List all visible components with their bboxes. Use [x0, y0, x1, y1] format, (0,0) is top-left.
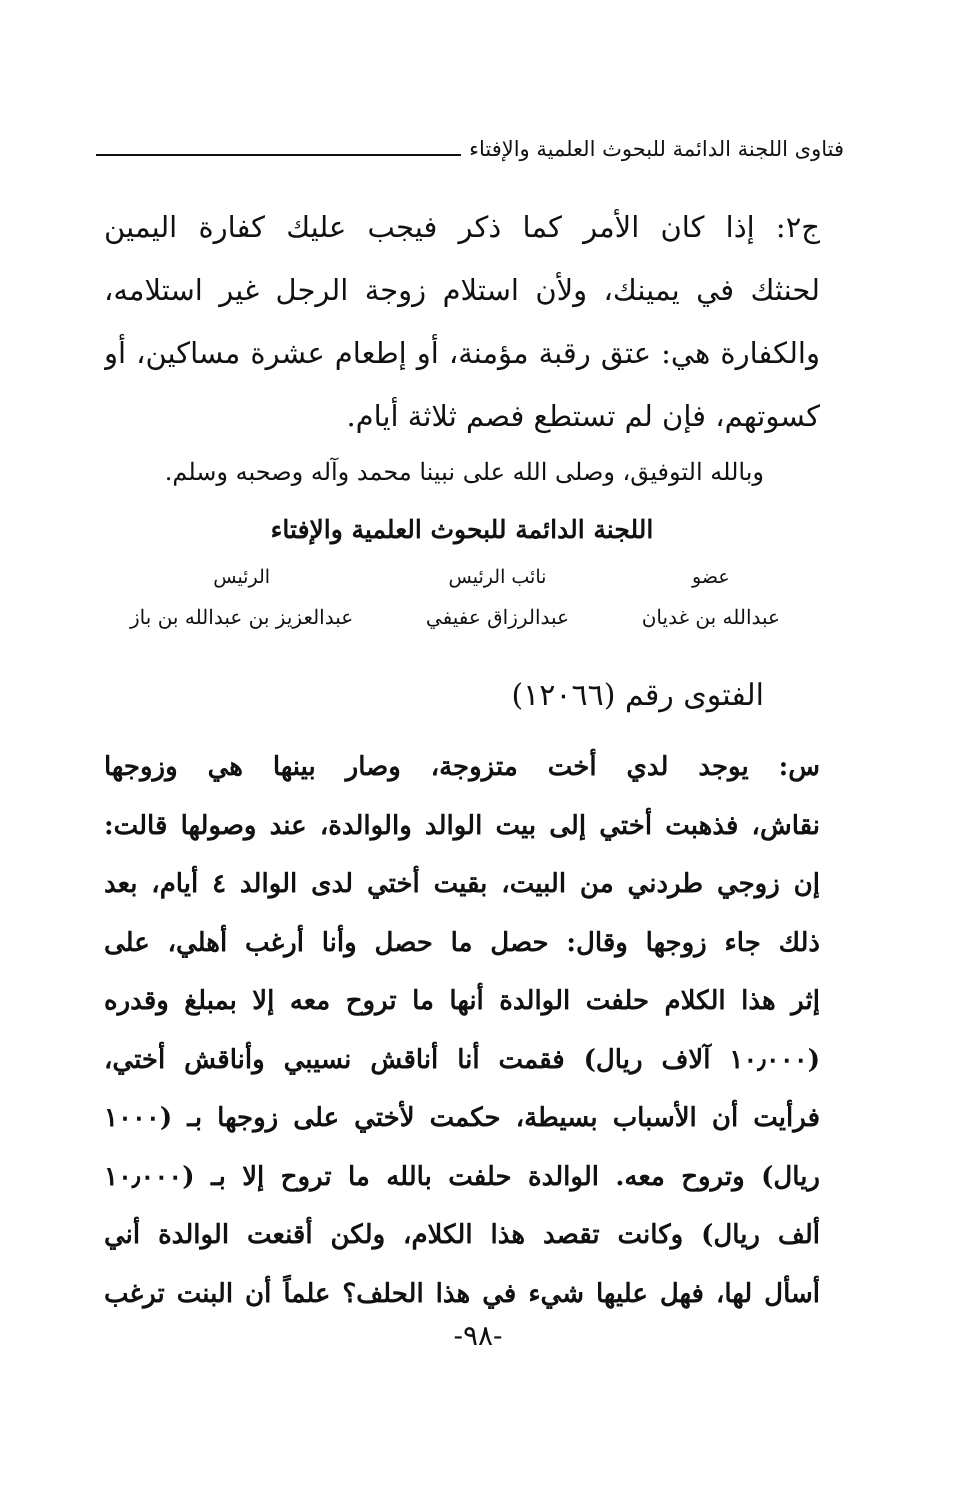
fatwa-number-heading: الفتوى رقم (١٢٠٦٦) — [511, 678, 764, 713]
question-line: (١٠٫٠٠٠ آلاف ريال) فقمت أنا أناقش نسيبي وأناقش أختي، — [104, 1044, 820, 1075]
question-line: ذلك جاء زوجها وقال: حصل ما حصل وأنا أرغب أهلي، على — [104, 927, 820, 958]
answer-line: ج٢: إذا كان الأمر كما ذكر فيجب عليك كفارة اليمين — [104, 210, 820, 244]
question-line: فرأيت أن الأسباب بسيطة، حكمت لأختي على زوجها بـ (١٠٠٠ — [104, 1103, 820, 1133]
question-line: نقاش، فذهبت أختي إلى بيت الوالد والوالدة، عند وصولها قالت: — [104, 810, 820, 841]
question-line: إن زوجي طردني من البيت، بقيت أختي لدى الوالد ٤ أيام، بعد — [104, 869, 820, 899]
member-role: نائب الرئيس — [448, 566, 547, 588]
header-title: فتاوى اللجنة الدائمة للبحوث العلمية والإفتاء — [469, 137, 844, 161]
member-name: عبدالله بن غديان — [641, 605, 780, 629]
member-member — [642, 560, 780, 634]
member-role: عضو — [692, 566, 730, 588]
answer-line: والكفارة هي: عتق رقبة مؤمنة، أو إطعام عشرة مساكين، أو — [104, 336, 820, 370]
member-vice-president — [426, 560, 569, 634]
member-name: عبدالعزيز بن عبدالله بن باز — [130, 605, 354, 629]
question-line: ألف ريال) وكانت تقصد هذا الكلام، ولكن أقنعت الوالدة أني — [104, 1220, 820, 1250]
member-name: عبدالرزاق عفيفي — [425, 605, 570, 629]
running-header — [96, 128, 844, 162]
member-role: الرئيس — [213, 566, 271, 588]
answer-line: كسوتهم، فإن لم تستطع فصم ثلاثة أيام. — [346, 399, 820, 433]
committee-title: اللجنة الدائمة للبحوث العلمية والإفتاء — [270, 515, 654, 544]
question-line: إثر هذا الكلام حلفت الوالدة أنها ما تروح معه إلا بمبلغ وقدره — [104, 986, 820, 1016]
closing-line: وبالله التوفيق، وصلى الله على نبينا محمد وآله وصحبه وسلم. — [164, 458, 764, 486]
page-number: -٩٨- — [453, 1319, 503, 1352]
question-paragraph — [104, 738, 820, 1323]
answer-line: لحنثك في يمينك، ولأن استلام زوجة الرجل غير استلامه، — [104, 273, 820, 307]
member-president — [130, 560, 353, 634]
header-rule — [96, 154, 461, 156]
question-line: س: يوجد لدي أخت متزوجة، وصار بينها هي وزوجها — [104, 752, 820, 782]
question-line: ريال) وتروح معه. الوالدة حلفت بالله ما تروح إلا بـ (١٠٫٠٠٠ — [104, 1161, 820, 1192]
committee-members — [130, 560, 780, 634]
question-line: أسأل لها، فهل عليها شيء في هذا الحلف؟ علماً أن البنت ترغب — [104, 1278, 820, 1309]
answer-paragraph — [104, 196, 820, 448]
